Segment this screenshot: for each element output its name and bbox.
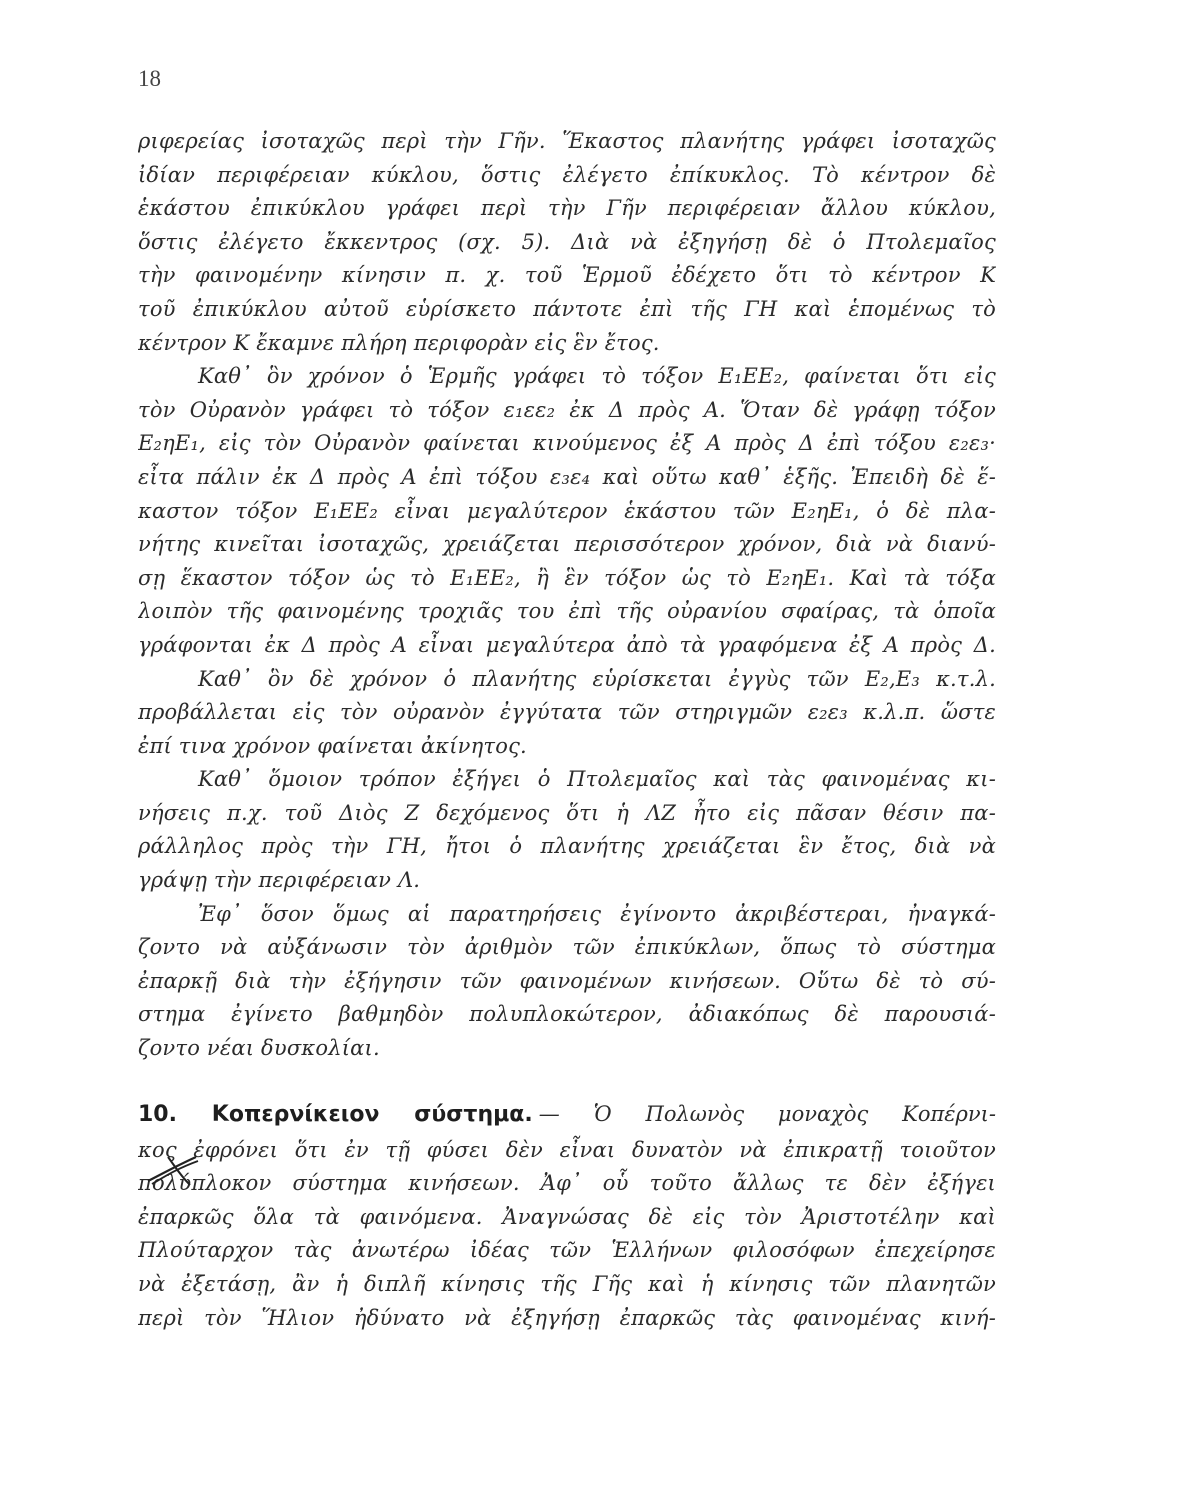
text-line: νὰ ἐξετάσῃ, ἂν ἡ διπλῆ κίνησις τῆς Γῆς καὶ ἡ κίνησις τῶν πλανητῶν: [138, 1272, 996, 1296]
text-line: Καθ᾽ ὃν δὲ χρόνον ὁ πλανήτης εὑρίσκεται ἐγγὺς τῶν Ε₂,Ε₃ κ.τ.λ.: [198, 666, 996, 691]
text-line: λοιπὸν τῆς φαινομένης τροχιᾶς του ἐπὶ τῆς οὐρανίου σφαίρας, τὰ ὁποῖα: [138, 599, 996, 624]
text-line: ριφερείας ἰσοταχῶς περὶ τὴν Γῆν. Ἕκαστος πλανήτης γράφει ἰσοταχῶς: [138, 129, 996, 153]
handwritten-strike-mark: [146, 1151, 202, 1187]
section-heading-line: [138, 1094, 996, 1134]
text-line: καστον τόξον Ε₁ΕΕ₂ εἶναι μεγαλύτερον ἑκάστου τῶν Ε₂ηΕ₁, ὁ δὲ πλα-: [138, 498, 996, 523]
text-line: τοῦ ἐπικύκλου αὐτοῦ εὑρίσκετο πάντοτε ἐπὶ τῆς ΓΗ καὶ ἑπομένως τὸ: [138, 296, 996, 321]
text-line: κέντρον Κ ἔκαμνε πλήρη περιφορὰν εἰς ἓν ἔτος.: [138, 330, 660, 355]
text-line: ἐπί τινα χρόνον φαίνεται ἀκίνητος.: [138, 733, 527, 758]
text-line: Καθ᾽ ὅμοιον τρόπον ἐξήγει ὁ Πτολεμαῖος καὶ τὰς φαινομένας κι-: [198, 767, 996, 792]
text-line: ζοντο νέαι δυσκολίαι.: [138, 1036, 380, 1061]
text-line: κος ἐφρόνει ὅτι ἐν τῇ φύσει δὲν εἶναι δυνατὸν νὰ ἐπικρατῇ τοιοῦτον: [138, 1137, 996, 1162]
body-text: [138, 125, 996, 1335]
text-line: Ε₂ηΕ₁, εἰς τὸν Οὐρανὸν φαίνεται κινούμενος ἐξ Α πρὸς Δ ἐπὶ τόξου ε₂ε₃·: [138, 431, 996, 456]
section-heading: 10. Κοπερνίκειον σύστημα.: [138, 1101, 533, 1127]
section-gap: [138, 1066, 996, 1094]
text-line: γράφονται ἐκ Δ πρὸς Α εἶναι μεγαλύτερα ἀπὸ τὰ γραφόμενα ἐξ Α πρὸς Δ.: [138, 632, 996, 657]
text-line: εἶτα πάλιν ἐκ Δ πρὸς Α ἐπὶ τόξου ε₃ε₄ καὶ οὕτω καθ᾽ ἑξῆς. Ἐπειδὴ δὲ ἕ-: [138, 464, 996, 489]
text-line: τὴν φαινομένην κίνησιν π. χ. τοῦ Ἑρμοῦ ἐδέχετο ὅτι τὸ κέντρον Κ: [138, 263, 996, 288]
text-line: Καθ᾽ ὃν χρόνον ὁ Ἑρμῆς γράφει τὸ τόξον Ε₁ΕΕ₂, φαίνεται ὅτι εἰς: [198, 364, 996, 389]
text-line: νήσεις π.χ. τοῦ Διὸς Ζ δεχόμενος ὅτι ἡ ΛΖ ἦτο εἰς πᾶσαν θέσιν πα-: [138, 800, 996, 825]
page-number: 18: [138, 66, 161, 91]
text-line: ράλληλος πρὸς τὴν ΓΗ, ἤτοι ὁ πλανήτης χρειάζεται ἓν ἔτος, διὰ νὰ: [138, 834, 996, 859]
text-line: πολύπλοκον σύστημα κινήσεων. Ἀφ᾽ οὗ τοῦτο ἄλλως τε δὲν ἐξήγει: [138, 1171, 996, 1196]
text-line: σῃ ἕκαστον τόξον ὡς τὸ Ε₁ΕΕ₂, ἢ ἓν τόξον ὡς τὸ Ε₂ηΕ₁. Καὶ τὰ τόξα: [138, 565, 996, 590]
text-line: προβάλλεται εἰς τὸν οὐρανὸν ἐγγύτατα τῶν στηριγμῶν ε₂ε₃ κ.λ.π. ὥστε: [138, 700, 996, 725]
section-first-line: — Ὁ Πολωνὸς μοναχὸς Κοπέρνι-: [538, 1101, 996, 1126]
text-line: ἑκάστου ἐπικύκλου γράφει περὶ τὴν Γῆν περιφέρειαν ἄλλου κύκλου,: [138, 196, 996, 221]
text-line: νήτης κινεῖται ἰσοταχῶς, χρειάζεται περισσότερον χρόνον, διὰ νὰ διανύ-: [138, 532, 996, 557]
text-line: ὅστις ἐλέγετο ἔκκεντρος (σχ. 5). Διὰ νὰ ἐξηγήσῃ δὲ ὁ Πτολεμαῖος: [138, 229, 996, 254]
text-line: στημα ἐγίνετο βαθμηδὸν πολυπλοκώτερον, ἀδιακόπως δὲ παρουσιά-: [138, 1002, 996, 1027]
text-line: ἐπαρκῇ διὰ τὴν ἐξήγησιν τῶν φαινομένων κινήσεων. Οὕτω δὲ τὸ σύ-: [138, 968, 996, 993]
text-line: Πλούταρχον τὰς ἀνωτέρω ἰδέας τῶν Ἑλλήνων φιλοσόφων ἐπεχείρησε: [138, 1238, 996, 1263]
text-line: γράψῃ τὴν περιφέρειαν Λ.: [138, 868, 421, 893]
text-line: ζοντο νὰ αὐξάνωσιν τὸν ἀριθμὸν τῶν ἐπικύκλων, ὅπως τὸ σύστημα: [138, 935, 996, 960]
text-line: ἐπαρκῶς ὅλα τὰ φαινόμενα. Ἀναγνώσας δὲ εἰς τὸν Ἀριστοτέλην καὶ: [138, 1204, 996, 1229]
text-line: ἰδίαν περιφέρειαν κύκλου, ὅστις ἐλέγετο ἐπίκυκλος. Τὸ κέντρον δὲ: [138, 162, 996, 187]
text-line: περὶ τὸν Ἥλιον ἠδύνατο νὰ ἐξηγήσῃ ἐπαρκῶς τὰς φαινομένας κινή-: [138, 1305, 996, 1330]
text-line: τὸν Οὐρανὸν γράφει τὸ τόξον ε₁εε₂ ἐκ Δ πρὸς Α. Ὅταν δὲ γράφῃ τόξον: [138, 397, 996, 422]
text-line: Ἐφ᾽ ὅσον ὅμως αἱ παρατηρήσεις ἐγίνοντο ἀκριβέστεραι, ἠναγκά-: [198, 901, 996, 926]
